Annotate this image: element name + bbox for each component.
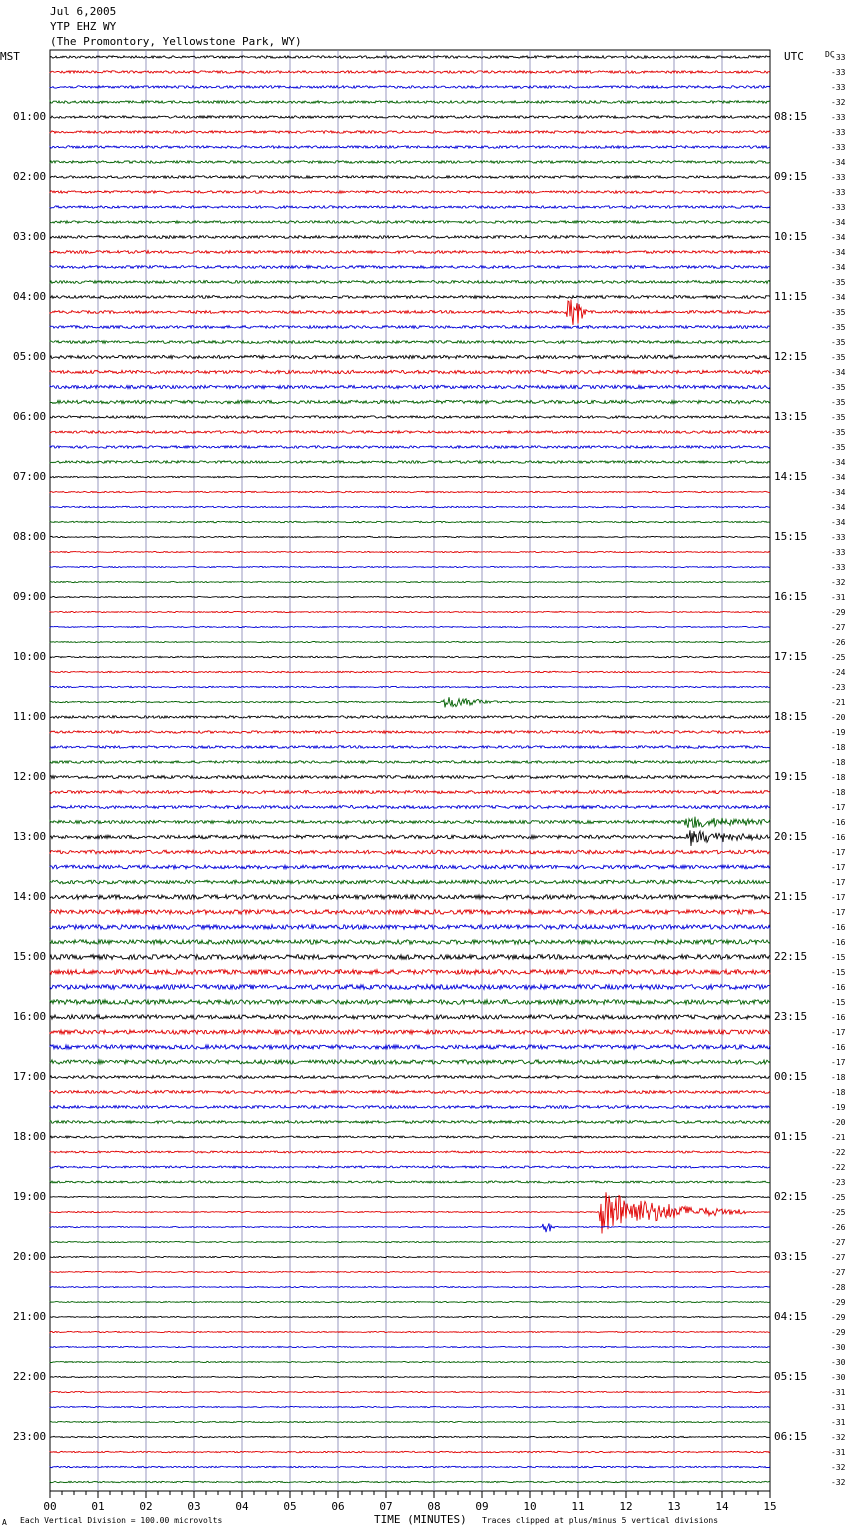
dc-offset-label: -18 bbox=[831, 1088, 846, 1097]
dc-offset-label: -35 bbox=[831, 398, 846, 407]
right-time-label: 10:15 bbox=[774, 230, 808, 243]
dc-offset-label: -34 bbox=[831, 233, 846, 242]
right-time-label: 08:15 bbox=[774, 110, 808, 123]
dc-offset-label: -25 bbox=[831, 1193, 846, 1202]
trace-line bbox=[50, 491, 770, 492]
dc-offset-label: -33 bbox=[831, 173, 846, 182]
trace-line bbox=[50, 251, 770, 254]
dc-offset-label: -15 bbox=[831, 968, 846, 977]
dc-offset-label: -17 bbox=[831, 1028, 846, 1037]
left-time-label: 16:00 bbox=[13, 1010, 47, 1023]
chart-date: Jul 6,2005 bbox=[50, 5, 117, 18]
dc-offset-label: -33 bbox=[831, 563, 846, 572]
x-axis bbox=[43, 1491, 776, 1513]
dc-offset-label: -17 bbox=[831, 848, 846, 857]
trace-line bbox=[50, 296, 770, 299]
trace-line bbox=[50, 86, 770, 89]
trace-line bbox=[50, 1346, 770, 1347]
right-time-label: 23:15 bbox=[774, 1010, 808, 1023]
x-tick-label: 06 bbox=[331, 1500, 345, 1513]
dc-offset-label: -20 bbox=[831, 713, 846, 722]
right-time-label: 20:15 bbox=[774, 830, 808, 843]
trace-line bbox=[50, 1091, 770, 1094]
dc-offset-label: -16 bbox=[831, 938, 846, 947]
trace-line bbox=[50, 131, 770, 134]
trace-line bbox=[50, 1256, 770, 1257]
dc-offset-label: -22 bbox=[831, 1163, 846, 1172]
trace-line bbox=[50, 1223, 770, 1232]
dc-offset-label: -35 bbox=[831, 383, 846, 392]
trace-line bbox=[50, 970, 770, 975]
dc-offset-label: -33 bbox=[831, 533, 846, 542]
trace-line bbox=[50, 1421, 770, 1422]
left-time-label: 19:00 bbox=[13, 1190, 47, 1203]
trace-line bbox=[50, 566, 770, 567]
dc-offset-label: -18 bbox=[831, 788, 846, 797]
dc-offset-label: -30 bbox=[831, 1343, 846, 1352]
left-time-label: 05:00 bbox=[13, 350, 47, 363]
trace-line bbox=[50, 370, 770, 373]
dc-offset-label: -34 bbox=[831, 503, 846, 512]
dc-offset-label: -31 bbox=[831, 1448, 846, 1457]
trace-line bbox=[50, 400, 770, 403]
dc-offset-label: -20 bbox=[831, 1118, 846, 1127]
trace-line bbox=[50, 385, 770, 388]
left-time-label: 13:00 bbox=[13, 830, 47, 843]
dc-offset-label: -17 bbox=[831, 1058, 846, 1067]
trace-line bbox=[50, 1136, 770, 1138]
trace-line bbox=[50, 1015, 770, 1019]
x-tick-label: 10 bbox=[523, 1500, 537, 1513]
right-time-label: 02:15 bbox=[774, 1190, 808, 1203]
dc-offset-label: -35 bbox=[831, 338, 846, 347]
right-time-label: 15:15 bbox=[774, 530, 808, 543]
dc-offset-label: -17 bbox=[831, 878, 846, 887]
dc-offset-label: -34 bbox=[831, 488, 846, 497]
right-time-label: 22:15 bbox=[774, 950, 808, 963]
dc-offset-label: -34 bbox=[831, 248, 846, 257]
dc-offset-label: -18 bbox=[831, 743, 846, 752]
dc-offset-label: -18 bbox=[831, 1073, 846, 1082]
trace-line bbox=[50, 806, 770, 809]
dc-offset-label: -33 bbox=[831, 113, 846, 122]
dc-offset-label: -32 bbox=[831, 1478, 846, 1487]
plot-frame bbox=[50, 50, 770, 1491]
left-time-label: 20:00 bbox=[13, 1250, 47, 1263]
trace-line bbox=[50, 626, 770, 627]
dc-offset-label: -28 bbox=[831, 1283, 846, 1292]
trace-line bbox=[50, 1151, 770, 1153]
trace-line bbox=[50, 146, 770, 149]
corner-mark: A bbox=[2, 1518, 7, 1527]
dc-offset-label: -32 bbox=[831, 1463, 846, 1472]
trace-line bbox=[50, 910, 770, 914]
trace-line bbox=[50, 1481, 770, 1482]
trace-line bbox=[50, 300, 770, 325]
trace-line bbox=[50, 1166, 770, 1168]
dc-offset-label: -27 bbox=[831, 1238, 846, 1247]
x-tick-label: 15 bbox=[763, 1500, 777, 1513]
trace-line bbox=[50, 850, 770, 854]
right-time-label: 19:15 bbox=[774, 770, 808, 783]
trace-line bbox=[50, 551, 770, 552]
x-tick-label: 05 bbox=[283, 1500, 297, 1513]
trace-line bbox=[50, 895, 770, 899]
left-time-label: 11:00 bbox=[13, 710, 47, 723]
scale-note: Each Vertical Division = 100.00 microvolts bbox=[20, 1516, 223, 1525]
dc-label: DC bbox=[825, 50, 835, 59]
trace-line bbox=[50, 791, 770, 794]
dc-offset-label: -24 bbox=[831, 668, 846, 677]
trace-line bbox=[50, 431, 770, 434]
dc-offset-label: -15 bbox=[831, 998, 846, 1007]
dc-offset-label: -27 bbox=[831, 1268, 846, 1277]
trace-line bbox=[50, 221, 770, 224]
trace-line bbox=[50, 1121, 770, 1124]
left-time-label: 15:00 bbox=[13, 950, 47, 963]
dc-offset-label: -16 bbox=[831, 923, 846, 932]
chart-location: (The Promontory, Yellowstone Park, WY) bbox=[50, 35, 302, 48]
left-time-label: 12:00 bbox=[13, 770, 47, 783]
trace-line bbox=[50, 326, 770, 329]
dc-offset-label: -16 bbox=[831, 1013, 846, 1022]
trace-line bbox=[50, 611, 770, 612]
x-tick-label: 11 bbox=[571, 1500, 585, 1513]
right-time-label: 12:15 bbox=[774, 350, 808, 363]
seismic-traces bbox=[50, 56, 770, 1483]
dc-offset-label: -33 bbox=[831, 83, 846, 92]
trace-line bbox=[50, 1106, 770, 1109]
dc-offset-label: -26 bbox=[831, 638, 846, 647]
trace-line bbox=[50, 1076, 770, 1079]
left-time-label: 07:00 bbox=[13, 470, 47, 483]
dc-offset-label: -16 bbox=[831, 833, 846, 842]
dc-offset-label: -34 bbox=[831, 458, 846, 467]
dc-offset-label: -29 bbox=[831, 1298, 846, 1307]
trace-line bbox=[50, 925, 770, 929]
trace-line bbox=[50, 191, 770, 194]
trace-line bbox=[50, 776, 770, 779]
dc-offset-label: -35 bbox=[831, 323, 846, 332]
dc-offset-label: -33 bbox=[831, 128, 846, 137]
trace-line bbox=[50, 236, 770, 239]
trace-line bbox=[50, 416, 770, 419]
dc-offset-label: -18 bbox=[831, 758, 846, 767]
right-time-label: 05:15 bbox=[774, 1370, 808, 1383]
dc-offset-label: -33 bbox=[831, 548, 846, 557]
trace-line bbox=[50, 446, 770, 449]
left-timezone-label: MST bbox=[0, 50, 20, 63]
trace-line bbox=[50, 116, 770, 119]
dc-offset-label: -33 bbox=[831, 68, 846, 77]
left-time-label: 17:00 bbox=[13, 1070, 47, 1083]
dc-offset-label: -33 bbox=[831, 143, 846, 152]
dc-offset-label: -27 bbox=[831, 1253, 846, 1262]
dc-offset-label: -15 bbox=[831, 953, 846, 962]
trace-line bbox=[50, 1000, 770, 1005]
right-time-label: 17:15 bbox=[774, 650, 808, 663]
x-tick-label: 01 bbox=[91, 1500, 105, 1513]
right-time-label: 04:15 bbox=[774, 1310, 808, 1323]
dc-offset-label: -17 bbox=[831, 803, 846, 812]
trace-line bbox=[50, 56, 770, 59]
trace-line bbox=[50, 161, 770, 164]
dc-offset-label: -32 bbox=[831, 578, 846, 587]
dc-offset-label: -19 bbox=[831, 728, 846, 737]
dc-offset-label: -35 bbox=[831, 308, 846, 317]
trace-line bbox=[50, 641, 770, 642]
trace-line bbox=[50, 476, 770, 477]
trace-line bbox=[50, 671, 770, 672]
right-time-label: 01:15 bbox=[774, 1130, 808, 1143]
left-time-label: 02:00 bbox=[13, 170, 47, 183]
trace-line bbox=[50, 716, 770, 719]
trace-line bbox=[50, 865, 770, 869]
right-time-label: 16:15 bbox=[774, 590, 808, 603]
left-time-label: 14:00 bbox=[13, 890, 47, 903]
dc-offset-label: -31 bbox=[831, 1388, 846, 1397]
dc-offset-label: -35 bbox=[831, 413, 846, 422]
left-time-label: 04:00 bbox=[13, 290, 47, 303]
trace-line bbox=[50, 817, 770, 828]
dc-offset-label: -34 bbox=[831, 218, 846, 227]
trace-line bbox=[50, 176, 770, 178]
chart-station: YTP EHZ WY bbox=[50, 20, 117, 33]
dc-offset-label: -31 bbox=[831, 1403, 846, 1412]
dc-offset-label: -23 bbox=[831, 1178, 846, 1187]
clip-note: Traces clipped at plus/minus 5 vertical divisions bbox=[482, 1516, 719, 1525]
trace-line bbox=[50, 341, 770, 344]
dc-offset-label: -18 bbox=[831, 773, 846, 782]
trace-line bbox=[50, 1451, 770, 1452]
dc-offset-label: -34 bbox=[831, 293, 846, 302]
trace-line bbox=[50, 1241, 770, 1242]
dc-offset-label: -32 bbox=[831, 98, 846, 107]
dc-offset-label: -16 bbox=[831, 1043, 846, 1052]
dc-offset-label: -23 bbox=[831, 683, 846, 692]
right-time-label: 13:15 bbox=[774, 410, 808, 423]
dc-offset-label: -33 bbox=[831, 203, 846, 212]
trace-line bbox=[50, 581, 770, 582]
trace-line bbox=[50, 1301, 770, 1302]
trace-line bbox=[50, 1361, 770, 1362]
x-tick-label: 07 bbox=[379, 1500, 393, 1513]
dc-offset-label: -21 bbox=[831, 1133, 846, 1142]
left-time-label: 22:00 bbox=[13, 1370, 47, 1383]
right-time-label: 11:15 bbox=[774, 290, 808, 303]
trace-line bbox=[50, 1466, 770, 1467]
dc-offset-label: -29 bbox=[831, 1328, 846, 1337]
dc-offset-label: -34 bbox=[831, 368, 846, 377]
dc-offset-label: -30 bbox=[831, 1358, 846, 1367]
x-tick-label: 14 bbox=[715, 1500, 729, 1513]
x-tick-label: 02 bbox=[139, 1500, 153, 1513]
left-time-label: 06:00 bbox=[13, 410, 47, 423]
left-time-label: 18:00 bbox=[13, 1130, 47, 1143]
dc-offset-label: -32 bbox=[831, 1433, 846, 1442]
trace-line bbox=[50, 746, 770, 749]
trace-line bbox=[50, 506, 770, 507]
dc-offset-label: -34 bbox=[831, 473, 846, 482]
trace-line bbox=[50, 206, 770, 209]
dc-offset-label: -22 bbox=[831, 1148, 846, 1157]
x-tick-label: 03 bbox=[187, 1500, 201, 1513]
dc-offset-label: -30 bbox=[831, 1373, 846, 1382]
left-time-label: 09:00 bbox=[13, 590, 47, 603]
trace-line bbox=[50, 355, 770, 358]
trace-line bbox=[50, 656, 770, 657]
trace-line bbox=[50, 536, 770, 537]
dc-offset-label: -33 bbox=[831, 188, 846, 197]
trace-line bbox=[50, 281, 770, 284]
trace-line bbox=[50, 1286, 770, 1287]
dc-offset-label: -33 bbox=[831, 53, 846, 62]
left-time-label: 21:00 bbox=[13, 1310, 47, 1323]
dc-offset-label: -35 bbox=[831, 428, 846, 437]
trace-line bbox=[50, 731, 770, 734]
trace-line bbox=[50, 985, 770, 990]
x-tick-label: 00 bbox=[43, 1500, 57, 1513]
dc-offset-label: -21 bbox=[831, 698, 846, 707]
trace-line bbox=[50, 697, 770, 707]
left-time-label: 23:00 bbox=[13, 1430, 47, 1443]
right-time-label: 18:15 bbox=[774, 710, 808, 723]
trace-line bbox=[50, 521, 770, 522]
trace-line bbox=[50, 1331, 770, 1332]
dc-offset-label: -34 bbox=[831, 158, 846, 167]
right-time-label: 03:15 bbox=[774, 1250, 808, 1263]
dc-offset-label: -17 bbox=[831, 863, 846, 872]
trace-line bbox=[50, 1030, 770, 1034]
trace-line bbox=[50, 1391, 770, 1392]
dc-offset-label: -35 bbox=[831, 443, 846, 452]
trace-line bbox=[50, 461, 770, 464]
dc-offset-label: -31 bbox=[831, 593, 846, 602]
right-timezone-label: UTC bbox=[784, 50, 804, 63]
dc-offset-label: -16 bbox=[831, 818, 846, 827]
time-gridlines bbox=[50, 50, 770, 1491]
x-axis-title: TIME (MINUTES) bbox=[374, 1513, 467, 1526]
trace-line bbox=[50, 1316, 770, 1317]
dc-offset-label: -19 bbox=[831, 1103, 846, 1112]
trace-line bbox=[50, 71, 770, 74]
trace-line bbox=[50, 1196, 770, 1197]
dc-offset-label: -31 bbox=[831, 1418, 846, 1427]
dc-offset-label: -25 bbox=[831, 653, 846, 662]
dc-offset-label: -17 bbox=[831, 893, 846, 902]
dc-offset-label: -26 bbox=[831, 1223, 846, 1232]
trace-line bbox=[50, 940, 770, 944]
trace-line bbox=[50, 101, 770, 104]
trace-line bbox=[50, 266, 770, 269]
left-time-label: 03:00 bbox=[13, 230, 47, 243]
x-tick-label: 12 bbox=[619, 1500, 633, 1513]
trace-line bbox=[50, 1271, 770, 1272]
right-time-label: 21:15 bbox=[774, 890, 808, 903]
x-tick-label: 04 bbox=[235, 1500, 249, 1513]
dc-offset-label: -34 bbox=[831, 263, 846, 272]
right-time-label: 00:15 bbox=[774, 1070, 808, 1083]
dc-offset-label: -17 bbox=[831, 908, 846, 917]
trace-line bbox=[50, 596, 770, 597]
x-tick-label: 13 bbox=[667, 1500, 681, 1513]
trace-line bbox=[50, 1181, 770, 1183]
right-time-label: 06:15 bbox=[774, 1430, 808, 1443]
trace-line bbox=[50, 1436, 770, 1437]
trace-line bbox=[50, 1376, 770, 1377]
x-tick-label: 08 bbox=[427, 1500, 441, 1513]
left-time-label: 01:00 bbox=[13, 110, 47, 123]
trace-line bbox=[50, 761, 770, 764]
dc-offset-label: -25 bbox=[831, 1208, 846, 1217]
trace-line bbox=[50, 830, 770, 846]
dc-offset-label: -35 bbox=[831, 278, 846, 287]
right-time-label: 14:15 bbox=[774, 470, 808, 483]
dc-offset-label: -34 bbox=[831, 518, 846, 527]
trace-line bbox=[50, 686, 770, 687]
left-time-label: 08:00 bbox=[13, 530, 47, 543]
trace-line bbox=[50, 1045, 770, 1049]
dc-offset-label: -27 bbox=[831, 623, 846, 632]
x-tick-label: 09 bbox=[475, 1500, 489, 1513]
trace-line bbox=[50, 955, 770, 960]
right-time-label: 09:15 bbox=[774, 170, 808, 183]
trace-line bbox=[50, 880, 770, 884]
trace-line bbox=[50, 1060, 770, 1064]
dc-offset-label: -29 bbox=[831, 608, 846, 617]
dc-offset-label: -29 bbox=[831, 1313, 846, 1322]
dc-offset-label: -35 bbox=[831, 353, 846, 362]
dc-offset-label: -16 bbox=[831, 983, 846, 992]
left-time-label: 10:00 bbox=[13, 650, 47, 663]
trace-line bbox=[50, 1406, 770, 1407]
